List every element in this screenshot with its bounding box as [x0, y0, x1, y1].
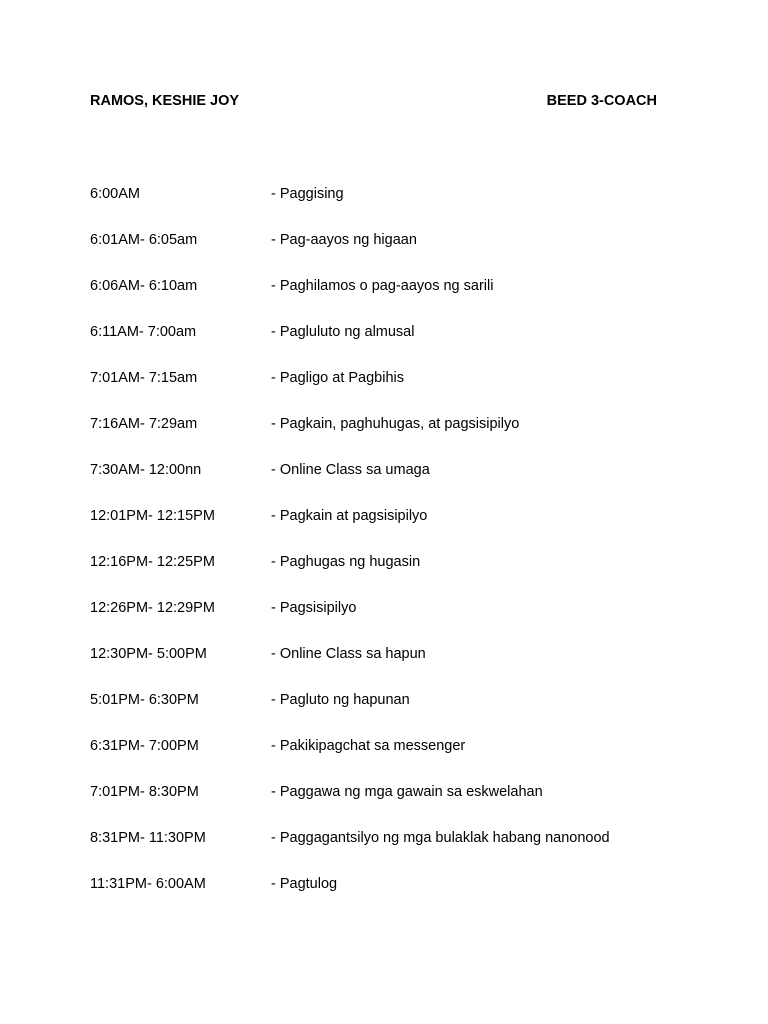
- schedule-row: [90, 552, 710, 598]
- activity: - Pagsisipilyo: [271, 600, 357, 616]
- time-slot: 12:01PM- 12:15PM: [90, 508, 215, 524]
- time-slot: 6:06AM- 6:10am: [90, 278, 198, 294]
- activity: - Pagluto ng hapunan: [271, 692, 410, 708]
- activity: - Online Class sa umaga: [271, 462, 430, 478]
- activity: - Paggawa ng mga gawain sa eskwelahan: [271, 784, 543, 800]
- course-section: BEED 3-COACH: [546, 93, 657, 109]
- schedule-row: [90, 184, 710, 230]
- schedule-row: [90, 460, 710, 506]
- document-header: [90, 93, 657, 109]
- time-slot: 8:31PM- 11:30PM: [90, 830, 206, 846]
- schedule-row: [90, 322, 710, 368]
- time-slot: 12:30PM- 5:00PM: [90, 646, 207, 662]
- time-slot: 6:31PM- 7:00PM: [90, 738, 199, 754]
- time-slot: 7:01AM- 7:15am: [90, 370, 198, 386]
- time-slot: 6:11AM- 7:00am: [90, 324, 197, 340]
- schedule-row: [90, 644, 710, 690]
- schedule-row: [90, 368, 710, 414]
- activity: - Pagtulog: [271, 876, 338, 892]
- schedule-row: [90, 506, 710, 552]
- activity: - Paghilamos o pag-aayos ng sarili: [271, 278, 494, 294]
- activity: - Online Class sa hapun: [271, 646, 426, 662]
- time-slot: 6:01AM- 6:05am: [90, 232, 198, 248]
- time-slot: 11:31PM- 6:00AM: [90, 876, 206, 892]
- student-name: RAMOS, KESHIE JOY: [90, 93, 240, 109]
- daily-schedule: [90, 184, 710, 920]
- schedule-row: [90, 828, 710, 874]
- time-slot: 7:30AM- 12:00nn: [90, 462, 202, 478]
- schedule-row: [90, 874, 710, 920]
- schedule-row: [90, 414, 710, 460]
- schedule-row: [90, 230, 710, 276]
- activity: - Pagligo at Pagbihis: [271, 370, 404, 386]
- activity: - Paghugas ng hugasin: [271, 554, 421, 570]
- activity: - Pagluluto ng almusal: [271, 324, 415, 340]
- schedule-row: [90, 598, 710, 644]
- time-slot: 12:26PM- 12:29PM: [90, 600, 215, 616]
- time-slot: 5:01PM- 6:30PM: [90, 692, 199, 708]
- time-slot: 12:16PM- 12:25PM: [90, 554, 215, 570]
- activity: - Pagkain at pagsisipilyo: [271, 508, 428, 524]
- activity: - Pagkain, paghuhugas, at pagsisipilyo: [271, 416, 520, 432]
- schedule-row: [90, 736, 710, 782]
- schedule-row: [90, 276, 710, 322]
- schedule-row: [90, 782, 710, 828]
- activity: - Paggising: [271, 186, 344, 202]
- activity: - Pakikipagchat sa messenger: [271, 738, 466, 754]
- time-slot: 7:16AM- 7:29am: [90, 416, 198, 432]
- time-slot: 7:01PM- 8:30PM: [90, 784, 199, 800]
- schedule-row: [90, 690, 710, 736]
- activity: - Pag-aayos ng higaan: [271, 232, 417, 248]
- activity: - Paggagantsilyo ng mga bulaklak habang nanonood: [271, 830, 610, 846]
- time-slot: 6:00AM: [90, 186, 140, 202]
